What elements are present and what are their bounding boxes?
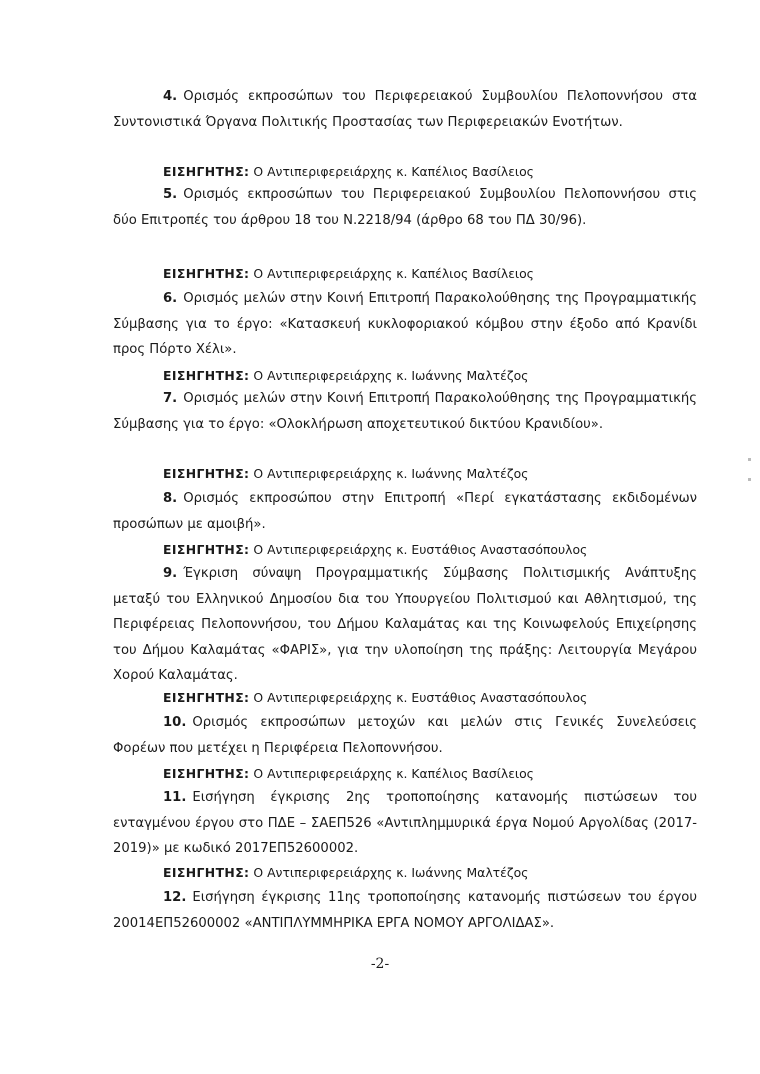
rapporteur-label: ΕΙΣΗΓΗΤΗΣ: (163, 865, 250, 880)
item-text: Έγκριση σύναψη Προγραμματικής Σύμβασης Πολιτισμικής Ανάπτυξης μεταξύ του Ελληνικού Δημοσίου δια του Υπουργείου Πολιτισμού και Αθλητισμού, της Περιφέρειας Πελοποννήσου, του Δήμου Καλαμάτας και της Κοινωφελούς Επιχείρησης του Δήμου Καλαμάτας «ΦΑΡΙΣ», για την υλοποίηση της πράξης: Λειτουργία Μεγάρου Χορού Καλαμάτας. (113, 566, 697, 683)
rapporteur-line (163, 162, 534, 182)
item-number: 6. (163, 291, 178, 306)
rapporteur-name: Ο Αντιπεριφερειάρχης κ. Ιωάννης Μαλτέζος (253, 466, 529, 481)
agenda-item-10 (113, 710, 697, 761)
rapporteur-name: Ο Αντιπεριφερειάρχης κ. Καπέλιος Βασίλειος (253, 164, 534, 179)
rapporteur-label: ΕΙΣΗΓΗΤΗΣ: (163, 266, 250, 281)
item-text: Ορισμός εκπροσώπων μετοχών και μελών στις Γενικές Συνελεύσεις Φορέων που μετέχει η Περιφέρεια Πελοποννήσου. (113, 715, 697, 756)
rapporteur-name: Ο Αντιπεριφερειάρχης κ. Ευστάθιος Αναστασόπουλος (253, 690, 588, 705)
item-number: 9. (163, 566, 178, 581)
scan-speck (748, 478, 751, 481)
item-text: Εισήγηση έγκρισης 11ης τροποποίησης κατανομής πιστώσεων του έργου 20014ΕΠ52600002 «ΑΝΤΙΠΛΥΜΜΗΡΙΚΑ ΕΡΓΑ ΝΟΜΟΥ ΑΡΓΟΛΙΔΑΣ». (113, 890, 697, 931)
agenda-item-6 (113, 286, 697, 363)
rapporteur-line (163, 464, 528, 484)
rapporteur-label: ΕΙΣΗΓΗΤΗΣ: (163, 690, 250, 705)
item-text: Ορισμός μελών στην Κοινή Επιτροπή Παρακολούθησης της Προγραμματικής Σύμβασης για το έργο: «Κατασκευή κυκλοφοριακού κόμβου στην έξοδο από Κρανίδι προς Πόρτο Χέλι». (113, 291, 697, 357)
agenda-item-9 (113, 561, 697, 689)
agenda-item-8 (113, 486, 697, 537)
item-text: Ορισμός μελών στην Κοινή Επιτροπή Παρακολούθησης της Προγραμματικής Σύμβασης για το έργο: «Ολοκλήρωση αποχετευτικού δικτύου Κρανιδίου». (113, 391, 697, 432)
agenda-item-4 (113, 84, 697, 135)
rapporteur-name: Ο Αντιπεριφερειάρχης κ. Καπέλιος Βασίλειος (253, 266, 534, 281)
rapporteur-name: Ο Αντιπεριφερειάρχης κ. Ευστάθιος Αναστασόπουλος (253, 542, 588, 557)
rapporteur-name: Ο Αντιπεριφερειάρχης κ. Καπέλιος Βασίλειος (253, 766, 534, 781)
rapporteur-line (163, 863, 528, 883)
item-text: Ορισμός εκπροσώπου στην Επιτροπή «Περί εγκατάστασης εκδιδομένων προσώπων με αμοιβή». (113, 491, 697, 532)
rapporteur-label: ΕΙΣΗΓΗΤΗΣ: (163, 766, 250, 781)
page-number: -2- (370, 956, 390, 972)
item-number: 12. (163, 890, 187, 905)
rapporteur-name: Ο Αντιπεριφερειάρχης κ. Ιωάννης Μαλτέζος (253, 368, 529, 383)
rapporteur-line (163, 264, 534, 284)
item-number: 10. (163, 715, 187, 730)
agenda-item-5 (113, 182, 697, 233)
rapporteur-line (163, 764, 534, 784)
item-text: Ορισμός εκπροσώπων του Περιφερειακού Συμβουλίου Πελοποννήσου στις δύο Επιτροπές του άρθρου 18 του Ν.2218/94 (άρθρο 68 του ΠΔ 30/96). (113, 187, 697, 228)
agenda-item-12 (113, 885, 697, 936)
rapporteur-line (163, 366, 528, 386)
agenda-item-11 (113, 785, 697, 862)
item-number: 11. (163, 790, 187, 805)
rapporteur-label: ΕΙΣΗΓΗΤΗΣ: (163, 466, 250, 481)
item-text: Ορισμός εκπροσώπων του Περιφερειακού Συμβουλίου Πελοποννήσου στα Συντονιστικά Όργανα Πολιτικής Προστασίας των Περιφερειακών Ενοτήτων. (113, 89, 697, 130)
rapporteur-label: ΕΙΣΗΓΗΤΗΣ: (163, 164, 250, 179)
scan-speck (748, 458, 751, 461)
item-number: 7. (163, 391, 178, 406)
rapporteur-name: Ο Αντιπεριφερειάρχης κ. Ιωάννης Μαλτέζος (253, 865, 529, 880)
item-number: 5. (163, 187, 178, 202)
rapporteur-label: ΕΙΣΗΓΗΤΗΣ: (163, 542, 250, 557)
rapporteur-line (163, 540, 587, 560)
rapporteur-line (163, 688, 587, 708)
item-number: 4. (163, 89, 178, 104)
agenda-item-7 (113, 386, 697, 437)
item-number: 8. (163, 491, 178, 506)
rapporteur-label: ΕΙΣΗΓΗΤΗΣ: (163, 368, 250, 383)
item-text: Εισήγηση έγκρισης 2ης τροποποίησης κατανομής πιστώσεων του ενταγμένου έργου στο ΠΔΕ – ΣΑΕΠ526 «Αντιπλημμυρικά έργα Νομού Αργολίδας (2017-2019)» με κωδικό 2017ΕΠ52600002. (113, 790, 697, 856)
